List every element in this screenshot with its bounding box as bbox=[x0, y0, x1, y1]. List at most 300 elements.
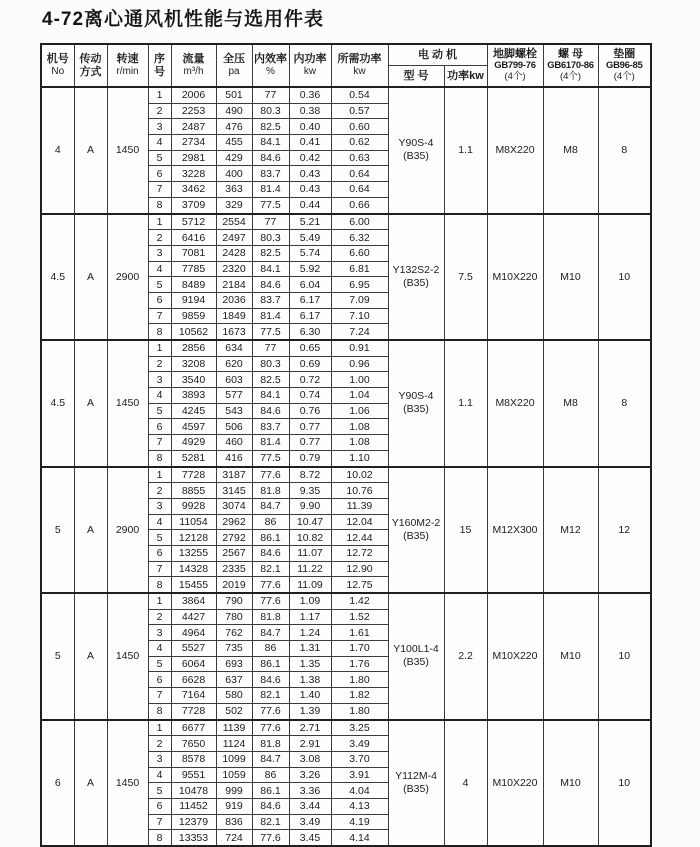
power-cell: 3.44 bbox=[289, 798, 331, 814]
pressure-cell: 637 bbox=[216, 672, 252, 688]
required-power-cell: 0.60 bbox=[331, 119, 388, 135]
washer-cell: 10 bbox=[598, 214, 651, 341]
required-power-cell: 7.09 bbox=[331, 292, 388, 308]
power-cell: 0.77 bbox=[289, 435, 331, 451]
header-motor-group: 电 动 机 bbox=[388, 44, 487, 66]
pressure-cell: 999 bbox=[216, 783, 252, 799]
header-nut bbox=[543, 44, 598, 87]
pressure-cell: 502 bbox=[216, 703, 252, 719]
motor-frame-text: (B35) bbox=[403, 782, 429, 795]
speed-cell: 1450 bbox=[107, 340, 148, 467]
flow-cell: 2981 bbox=[171, 150, 216, 166]
drive-cell: A bbox=[74, 214, 107, 341]
required-power-cell: 12.72 bbox=[331, 545, 388, 561]
efficiency-cell: 77.6 bbox=[252, 830, 289, 846]
drive-cell: A bbox=[74, 467, 107, 594]
flow-cell: 4964 bbox=[171, 625, 216, 641]
required-power-cell: 4.13 bbox=[331, 798, 388, 814]
flow-cell: 12128 bbox=[171, 530, 216, 546]
header-speed-line1: 转速 bbox=[116, 53, 139, 66]
header-flow bbox=[171, 44, 216, 87]
pressure-cell: 429 bbox=[216, 150, 252, 166]
pressure-cell: 634 bbox=[216, 340, 252, 356]
required-power-cell: 7.10 bbox=[331, 308, 388, 324]
nut-cell: M8 bbox=[543, 87, 598, 214]
motor-power-cell: 4 bbox=[444, 720, 487, 847]
seq-cell: 7 bbox=[148, 182, 171, 198]
seq-cell: 3 bbox=[148, 751, 171, 767]
seq-cell: 2 bbox=[148, 609, 171, 625]
required-power-cell: 7.24 bbox=[331, 324, 388, 340]
efficiency-cell: 77.5 bbox=[252, 450, 289, 466]
seq-cell: 2 bbox=[148, 103, 171, 119]
seq-cell: 8 bbox=[148, 703, 171, 719]
power-cell: 9.90 bbox=[289, 498, 331, 514]
required-power-cell: 1.80 bbox=[331, 672, 388, 688]
required-power-cell: 6.00 bbox=[331, 214, 388, 230]
flow-cell: 7081 bbox=[171, 245, 216, 261]
seq-cell: 8 bbox=[148, 577, 171, 593]
efficiency-cell: 77.6 bbox=[252, 703, 289, 719]
machine-no-cell: 5 bbox=[41, 593, 74, 720]
required-power-cell: 0.64 bbox=[331, 166, 388, 182]
power-cell: 5.92 bbox=[289, 261, 331, 277]
flow-cell: 2253 bbox=[171, 103, 216, 119]
seq-cell: 1 bbox=[148, 340, 171, 356]
pressure-cell: 1099 bbox=[216, 751, 252, 767]
seq-cell: 4 bbox=[148, 388, 171, 404]
header-washer bbox=[598, 44, 651, 87]
pressure-cell: 3145 bbox=[216, 483, 252, 499]
required-power-cell: 3.49 bbox=[331, 736, 388, 752]
drive-cell: A bbox=[74, 720, 107, 847]
efficiency-cell: 84.1 bbox=[252, 388, 289, 404]
motor-model-cell bbox=[388, 720, 444, 847]
power-cell: 0.42 bbox=[289, 150, 331, 166]
pressure-cell: 919 bbox=[216, 798, 252, 814]
efficiency-cell: 86 bbox=[252, 767, 289, 783]
flow-cell: 11054 bbox=[171, 514, 216, 530]
flow-cell: 13255 bbox=[171, 545, 216, 561]
fan-performance-table bbox=[40, 43, 652, 847]
pressure-cell: 2335 bbox=[216, 561, 252, 577]
pressure-cell: 490 bbox=[216, 103, 252, 119]
speed-cell: 1450 bbox=[107, 87, 148, 214]
required-power-cell: 0.91 bbox=[331, 340, 388, 356]
efficiency-cell: 82.1 bbox=[252, 814, 289, 830]
efficiency-cell: 84.6 bbox=[252, 150, 289, 166]
flow-cell: 8489 bbox=[171, 277, 216, 293]
seq-cell: 4 bbox=[148, 514, 171, 530]
machine-no-cell: 4.5 bbox=[41, 340, 74, 467]
nut-cell: M10 bbox=[543, 720, 598, 847]
header-pressure-line1: 全压 bbox=[223, 53, 245, 66]
required-power-cell: 4.04 bbox=[331, 783, 388, 799]
drive-cell: A bbox=[74, 87, 107, 214]
motor-model-text: Y132S2-2 bbox=[392, 263, 440, 276]
header-power-line1: 内功率 bbox=[293, 53, 327, 66]
power-cell: 0.69 bbox=[289, 356, 331, 372]
anchor-bolt-cell: M10X220 bbox=[487, 720, 543, 847]
pressure-cell: 416 bbox=[216, 450, 252, 466]
seq-cell: 4 bbox=[148, 261, 171, 277]
nut-cell: M8 bbox=[543, 340, 598, 467]
header-machine-no-line2: No bbox=[51, 66, 65, 78]
motor-power-cell: 7.5 bbox=[444, 214, 487, 341]
header-washer-line2: GB96-85 bbox=[606, 59, 643, 71]
header-speed bbox=[107, 44, 148, 87]
power-cell: 0.43 bbox=[289, 182, 331, 198]
seq-cell: 1 bbox=[148, 467, 171, 483]
power-cell: 5.74 bbox=[289, 245, 331, 261]
flow-cell: 5281 bbox=[171, 450, 216, 466]
pressure-cell: 693 bbox=[216, 656, 252, 672]
washer-cell: 10 bbox=[598, 720, 651, 847]
efficiency-cell: 86 bbox=[252, 641, 289, 657]
header-required-power-line2: kw bbox=[353, 66, 366, 78]
pressure-cell: 724 bbox=[216, 830, 252, 846]
pressure-cell: 3187 bbox=[216, 467, 252, 483]
seq-cell: 3 bbox=[148, 625, 171, 641]
header-nut-line1: 螺 母 bbox=[557, 48, 584, 61]
pressure-cell: 1139 bbox=[216, 720, 252, 736]
efficiency-cell: 84.6 bbox=[252, 403, 289, 419]
power-cell: 0.44 bbox=[289, 197, 331, 213]
motor-model-text: Y90S-4 bbox=[398, 390, 434, 403]
flow-cell: 10478 bbox=[171, 783, 216, 799]
seq-cell: 7 bbox=[148, 814, 171, 830]
flow-cell: 7164 bbox=[171, 688, 216, 704]
required-power-cell: 1.04 bbox=[331, 388, 388, 404]
header-required-power-line1: 所需功率 bbox=[337, 53, 382, 66]
efficiency-cell: 81.8 bbox=[252, 609, 289, 625]
efficiency-cell: 83.7 bbox=[252, 419, 289, 435]
required-power-cell: 1.08 bbox=[331, 419, 388, 435]
motor-frame-text: (B35) bbox=[403, 656, 429, 669]
header-drive-line1: 传动 bbox=[79, 52, 102, 65]
seq-cell: 5 bbox=[148, 277, 171, 293]
flow-cell: 7650 bbox=[171, 736, 216, 752]
flow-cell: 6416 bbox=[171, 230, 216, 246]
pressure-cell: 580 bbox=[216, 688, 252, 704]
efficiency-cell: 84.1 bbox=[252, 261, 289, 277]
power-cell: 10.82 bbox=[289, 530, 331, 546]
efficiency-cell: 77 bbox=[252, 340, 289, 356]
seq-cell: 4 bbox=[148, 767, 171, 783]
pressure-cell: 1124 bbox=[216, 736, 252, 752]
power-cell: 6.30 bbox=[289, 324, 331, 340]
pressure-cell: 543 bbox=[216, 403, 252, 419]
efficiency-cell: 82.5 bbox=[252, 372, 289, 388]
header-motor-power: 功率kw bbox=[444, 66, 487, 88]
header-seq-line1: 序 bbox=[154, 52, 165, 65]
flow-cell: 9859 bbox=[171, 308, 216, 324]
efficiency-cell: 77 bbox=[252, 214, 289, 230]
efficiency-cell: 83.7 bbox=[252, 166, 289, 182]
power-cell: 3.26 bbox=[289, 767, 331, 783]
flow-cell: 15455 bbox=[171, 577, 216, 593]
power-cell: 0.41 bbox=[289, 135, 331, 151]
power-cell: 1.40 bbox=[289, 688, 331, 704]
flow-cell: 6628 bbox=[171, 672, 216, 688]
flow-cell: 8855 bbox=[171, 483, 216, 499]
efficiency-cell: 81.8 bbox=[252, 736, 289, 752]
required-power-cell: 1.52 bbox=[331, 609, 388, 625]
pressure-cell: 2554 bbox=[216, 214, 252, 230]
pressure-cell: 2497 bbox=[216, 230, 252, 246]
power-cell: 1.39 bbox=[289, 703, 331, 719]
motor-power-cell: 1.1 bbox=[444, 340, 487, 467]
motor-frame-text: (B35) bbox=[403, 276, 429, 289]
power-cell: 0.38 bbox=[289, 103, 331, 119]
pressure-cell: 455 bbox=[216, 135, 252, 151]
machine-no-cell: 5 bbox=[41, 467, 74, 594]
power-cell: 8.72 bbox=[289, 467, 331, 483]
table-row bbox=[41, 720, 651, 736]
seq-cell: 7 bbox=[148, 688, 171, 704]
pressure-cell: 329 bbox=[216, 197, 252, 213]
pressure-cell: 501 bbox=[216, 87, 252, 103]
seq-cell: 7 bbox=[148, 561, 171, 577]
efficiency-cell: 86 bbox=[252, 514, 289, 530]
power-cell: 3.49 bbox=[289, 814, 331, 830]
pressure-cell: 2428 bbox=[216, 245, 252, 261]
power-cell: 3.08 bbox=[289, 751, 331, 767]
header-machine-no bbox=[41, 44, 74, 87]
efficiency-cell: 86.1 bbox=[252, 656, 289, 672]
header-flow-line1: 流量 bbox=[182, 53, 205, 66]
efficiency-cell: 82.1 bbox=[252, 688, 289, 704]
efficiency-cell: 86.1 bbox=[252, 530, 289, 546]
power-cell: 0.43 bbox=[289, 166, 331, 182]
motor-model-text: Y112M-4 bbox=[395, 769, 437, 782]
required-power-cell: 1.80 bbox=[331, 703, 388, 719]
power-cell: 3.45 bbox=[289, 830, 331, 846]
power-cell: 11.07 bbox=[289, 545, 331, 561]
flow-cell: 2487 bbox=[171, 119, 216, 135]
header-anchor-bolt-line3: (4个) bbox=[504, 70, 526, 82]
power-cell: 1.09 bbox=[289, 593, 331, 609]
flow-cell: 7785 bbox=[171, 261, 216, 277]
seq-cell: 5 bbox=[148, 403, 171, 419]
efficiency-cell: 81.4 bbox=[252, 308, 289, 324]
flow-cell: 3893 bbox=[171, 388, 216, 404]
anchor-bolt-cell: M10X220 bbox=[487, 214, 543, 341]
required-power-cell: 3.25 bbox=[331, 720, 388, 736]
efficiency-cell: 84.1 bbox=[252, 135, 289, 151]
flow-cell: 10562 bbox=[171, 324, 216, 340]
drive-cell: A bbox=[74, 340, 107, 467]
washer-cell: 10 bbox=[598, 593, 651, 720]
seq-cell: 6 bbox=[148, 166, 171, 182]
flow-cell: 6677 bbox=[171, 720, 216, 736]
power-cell: 1.31 bbox=[289, 641, 331, 657]
flow-cell: 12379 bbox=[171, 814, 216, 830]
required-power-cell: 6.81 bbox=[331, 261, 388, 277]
required-power-cell: 11.39 bbox=[331, 498, 388, 514]
required-power-cell: 12.44 bbox=[331, 530, 388, 546]
pressure-cell: 2036 bbox=[216, 292, 252, 308]
seq-cell: 8 bbox=[148, 450, 171, 466]
flow-cell: 4427 bbox=[171, 609, 216, 625]
efficiency-cell: 77.5 bbox=[252, 324, 289, 340]
required-power-cell: 12.75 bbox=[331, 577, 388, 593]
required-power-cell: 6.60 bbox=[331, 245, 388, 261]
motor-model-text: Y90S-4 bbox=[398, 137, 434, 150]
drive-cell: A bbox=[74, 593, 107, 720]
header-washer-line1: 垫圈 bbox=[613, 48, 636, 61]
flow-cell: 3208 bbox=[171, 356, 216, 372]
washer-cell: 8 bbox=[598, 87, 651, 214]
table-row bbox=[41, 467, 651, 483]
pressure-cell: 1849 bbox=[216, 308, 252, 324]
efficiency-cell: 77.6 bbox=[252, 593, 289, 609]
motor-power-cell: 1.1 bbox=[444, 87, 487, 214]
efficiency-cell: 80.3 bbox=[252, 103, 289, 119]
required-power-cell: 1.42 bbox=[331, 593, 388, 609]
efficiency-cell: 84.7 bbox=[252, 751, 289, 767]
anchor-bolt-cell: M10X220 bbox=[487, 593, 543, 720]
pressure-cell: 2184 bbox=[216, 277, 252, 293]
header-efficiency-line1: 内效率 bbox=[254, 53, 287, 66]
required-power-cell: 1.70 bbox=[331, 641, 388, 657]
flow-cell: 2734 bbox=[171, 135, 216, 151]
efficiency-cell: 77.6 bbox=[252, 720, 289, 736]
speed-cell: 1450 bbox=[107, 593, 148, 720]
header-nut-line3: (4个) bbox=[559, 70, 582, 82]
required-power-cell: 6.95 bbox=[331, 277, 388, 293]
power-cell: 0.36 bbox=[289, 87, 331, 103]
pressure-cell: 790 bbox=[216, 593, 252, 609]
flow-cell: 4929 bbox=[171, 435, 216, 451]
pressure-cell: 780 bbox=[216, 609, 252, 625]
seq-cell: 3 bbox=[148, 119, 171, 135]
efficiency-cell: 82.5 bbox=[252, 119, 289, 135]
flow-cell: 5712 bbox=[171, 214, 216, 230]
power-cell: 5.49 bbox=[289, 230, 331, 246]
flow-cell: 3540 bbox=[171, 372, 216, 388]
seq-cell: 8 bbox=[148, 197, 171, 213]
seq-cell: 4 bbox=[148, 135, 171, 151]
speed-cell: 1450 bbox=[107, 720, 148, 847]
pressure-cell: 836 bbox=[216, 814, 252, 830]
pressure-cell: 363 bbox=[216, 182, 252, 198]
efficiency-cell: 83.7 bbox=[252, 292, 289, 308]
power-cell: 9.35 bbox=[289, 483, 331, 499]
required-power-cell: 12.04 bbox=[331, 514, 388, 530]
required-power-cell: 1.61 bbox=[331, 625, 388, 641]
motor-model-text: Y100L1-4 bbox=[393, 643, 439, 656]
seq-cell: 5 bbox=[148, 530, 171, 546]
power-cell: 1.38 bbox=[289, 672, 331, 688]
motor-power-cell: 2.2 bbox=[444, 593, 487, 720]
seq-cell: 8 bbox=[148, 830, 171, 846]
pressure-cell: 762 bbox=[216, 625, 252, 641]
required-power-cell: 0.54 bbox=[331, 87, 388, 103]
required-power-cell: 10.76 bbox=[331, 483, 388, 499]
efficiency-cell: 82.1 bbox=[252, 561, 289, 577]
seq-cell: 6 bbox=[148, 419, 171, 435]
motor-power-cell: 15 bbox=[444, 467, 487, 594]
required-power-cell: 0.57 bbox=[331, 103, 388, 119]
power-cell: 6.04 bbox=[289, 277, 331, 293]
washer-cell: 12 bbox=[598, 467, 651, 594]
header-efficiency bbox=[252, 44, 289, 87]
flow-cell: 6064 bbox=[171, 656, 216, 672]
seq-cell: 4 bbox=[148, 641, 171, 657]
flow-cell: 9194 bbox=[171, 292, 216, 308]
power-cell: 1.24 bbox=[289, 625, 331, 641]
pressure-cell: 476 bbox=[216, 119, 252, 135]
motor-model-text: Y160M2-2 bbox=[391, 516, 441, 529]
header-row-1 bbox=[41, 44, 651, 66]
pressure-cell: 400 bbox=[216, 166, 252, 182]
seq-cell: 1 bbox=[148, 720, 171, 736]
nut-cell: M12 bbox=[543, 467, 598, 594]
power-cell: 1.17 bbox=[289, 609, 331, 625]
pressure-cell: 577 bbox=[216, 388, 252, 404]
table-row bbox=[41, 87, 651, 103]
flow-cell: 7728 bbox=[171, 467, 216, 483]
header-anchor-bolt bbox=[487, 44, 543, 87]
seq-cell: 2 bbox=[148, 736, 171, 752]
header-seq-line2: 号 bbox=[154, 65, 165, 78]
power-cell: 2.91 bbox=[289, 736, 331, 752]
flow-cell: 3864 bbox=[171, 593, 216, 609]
required-power-cell: 6.32 bbox=[331, 230, 388, 246]
seq-cell: 5 bbox=[148, 150, 171, 166]
pressure-cell: 2320 bbox=[216, 261, 252, 277]
efficiency-cell: 84.7 bbox=[252, 498, 289, 514]
seq-cell: 6 bbox=[148, 292, 171, 308]
header-power bbox=[289, 44, 331, 87]
pressure-cell: 460 bbox=[216, 435, 252, 451]
table-row bbox=[41, 593, 651, 609]
required-power-cell: 0.64 bbox=[331, 182, 388, 198]
header-pressure bbox=[216, 44, 252, 87]
power-cell: 1.35 bbox=[289, 656, 331, 672]
pressure-cell: 3074 bbox=[216, 498, 252, 514]
seq-cell: 1 bbox=[148, 87, 171, 103]
required-power-cell: 12.90 bbox=[331, 561, 388, 577]
seq-cell: 6 bbox=[148, 545, 171, 561]
power-cell: 6.17 bbox=[289, 308, 331, 324]
table-header bbox=[41, 44, 651, 87]
flow-cell: 14328 bbox=[171, 561, 216, 577]
seq-cell: 2 bbox=[148, 483, 171, 499]
seq-cell: 3 bbox=[148, 245, 171, 261]
page-title: 4-72离心通风机性能与选用件表 bbox=[42, 9, 325, 30]
header-required-power bbox=[331, 44, 388, 87]
seq-cell: 5 bbox=[148, 656, 171, 672]
motor-frame-text: (B35) bbox=[403, 403, 429, 416]
efficiency-cell: 77.6 bbox=[252, 467, 289, 483]
power-cell: 6.17 bbox=[289, 292, 331, 308]
header-seq bbox=[148, 44, 171, 87]
flow-cell: 9928 bbox=[171, 498, 216, 514]
flow-cell: 13353 bbox=[171, 830, 216, 846]
motor-model-cell bbox=[388, 593, 444, 720]
efficiency-cell: 84.6 bbox=[252, 277, 289, 293]
header-anchor-bolt-line1: 地脚螺栓 bbox=[493, 48, 537, 61]
anchor-bolt-cell: M12X300 bbox=[487, 467, 543, 594]
power-cell: 0.65 bbox=[289, 340, 331, 356]
pressure-cell: 2567 bbox=[216, 545, 252, 561]
power-cell: 0.79 bbox=[289, 450, 331, 466]
power-cell: 0.77 bbox=[289, 419, 331, 435]
machine-no-cell: 4.5 bbox=[41, 214, 74, 341]
required-power-cell: 3.70 bbox=[331, 751, 388, 767]
